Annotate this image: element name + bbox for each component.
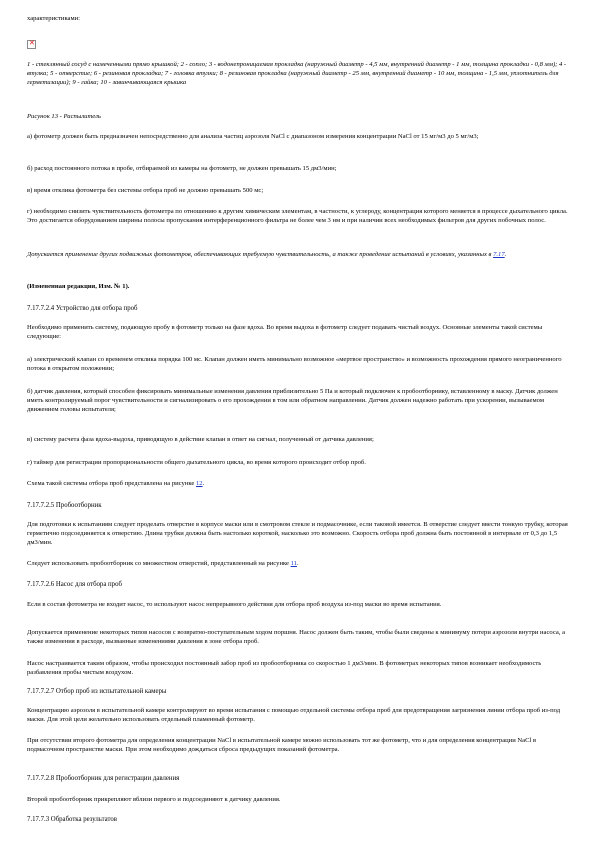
list-item-b: б) расход постоянного потока в пробе, отбираемой из камеры на фотометр, не должен превышать 15 дм3/мин;: [27, 165, 337, 172]
system-item-b: б) датчик давления, который способен фиксировать минимальные изменения давления приблизительно 5 Па и который подключен к пробоотборнику, вставленному в маску. Датчик должен иметь контролируемый порог чувствительности и сигнализировать о его прохождении в том или обратном направлении. Датчик должен надежно работать при ускорении, вызываемом движением головы испытателя;: [27, 388, 558, 414]
section-text-7-17-7-2-6-a: Если в состав фотометра не входит насос, то используют насос непрерывного действия для отбора проб воздуха из-под маски во время испытания.: [27, 601, 442, 608]
section-heading-7-17-7-2-7: 7.17.7.2.7 Отбор проб из испытательной камеры: [27, 688, 167, 695]
section-text-7-17-7-2-6-b: Допускается применение некоторых типов насосов с возвратно-поступательным ходом поршня. Насос должен быть таким, чтобы были сведены к минимуму потери аэрозоля внутри насоса, а также изменения в расходе, вызванные изменениями давления в зоне отбора проб.: [27, 629, 566, 646]
section-text-7-17-7-2-4: Необходимо применить систему, подающую пробу в фотометр только на фазе вдоха. Во время выдоха в фотометр следует подавать чистый воздух. Основные элементы такой системы следующие:: [27, 324, 543, 341]
section-heading-7-17-7-2-6: 7.17.7.2.6 Насос для отбора проб: [27, 581, 122, 588]
broken-image-icon: ✕: [29, 39, 35, 47]
section-text-7-17-7-2-7-a: Концентрацию аэрозоля в испытательной камере контролируют во время испытания с помощью отдельной системы отбора проб для предотвращения загрязнения линии отбора проб из-под маски. Для этой цели желательно использовать отдельный пламенный фотометр.: [27, 707, 561, 724]
scheme-reference: [27, 479, 568, 488]
figure-caption: 1 - стеклянный сосуд с намеченными прямо крышкой; 2 - сопло; 3 - водонепроницаемая прокладка (наружный диаметр - 4,5 мм, внутренний диаметр - 1 мм, толщина прокладки - 0,8 мм); 4 - втулка; 5 - отверстие; 6 - резиновая прокладка; 7 - головка втулки; 8 - резиновая прокладка (наружный диаметр - 25 мм, внутренний диаметр - 10 мм, толщина - 1,5 мм, уплотнитель для герметизации); 9 - гайка; 10 - завинчивающаяся крышка: [27, 61, 567, 87]
scheme-reference-end: .: [202, 480, 205, 487]
allowed-note-text: Допускается применение других подвижных фотометров, обеспечивающих требуемую чувствительность, а также проведение испытаний в условиях, указанных в: [27, 251, 494, 258]
section-text-7-17-7-2-8: Второй пробоотборник прикрепляют вблизи первого и подсоединяют к датчику давления.: [27, 796, 281, 803]
figure-title: Рисунок 13 - Распылитель: [27, 113, 101, 120]
allowed-note-end: .: [504, 251, 507, 258]
top-line: характеристиками:: [27, 15, 81, 22]
probe-reference-end: .: [296, 560, 299, 567]
system-item-v: в) систему расчета фаза вдоха-выдоха, приводящую в действие клапан в ответ на сигнал, полученный от датчика давления;: [27, 436, 374, 443]
probe-reference: [27, 559, 568, 568]
list-item-g: г) необходимо снизить чувствительность фотометра по отношению к другим химическим элементам, в частности, к углероду, концентрация которого меняется в процессе дыхательного цикла. Это достигается оборудованием ширины полосы пропускания интерференционного фильтра не более чем 3 нм и при наличии всех необходимых фильтров для других побочных полос.: [27, 208, 568, 225]
section-text-7-17-7-2-7-b: При отсутствии второго фотометра для определения концентрации NaCl в испытательной камере можно использовать тот же фотометр, что и для определения концентрации NaCl в подмасочном пространстве маски. При этом необходимо дождаться сброса предыдущих показаний фотометра.: [27, 737, 537, 754]
probe-reference-text: Следует использовать пробоотборник со множеством отверстий, представленный на рисунке: [27, 560, 291, 567]
scheme-reference-text: Схема такой системы отбора проб представлена на рисунке: [27, 480, 196, 487]
ref-link-7-17[interactable]: 7.17: [493, 251, 505, 258]
allowed-note: [27, 250, 568, 259]
revision-note: (Измененная редакция, Изм. № 1).: [27, 283, 130, 290]
ref-link-figure-11[interactable]: 11: [290, 560, 297, 567]
ref-link-figure-12[interactable]: 12: [195, 480, 203, 487]
section-text-7-17-7-2-6-c: Насос настраивается таким образом, чтобы происходил постоянный забор проб из пробоотборника со скоростью 1 дм3/мин. В фотометрах некоторых типов возникает необходимость разбавления пробы чистым воздухом.: [27, 660, 542, 677]
section-heading-7-17-7-2-5: 7.17.7.2.5 Пробоотборник: [27, 502, 102, 509]
section-heading-7-17-7-2-8: 7.17.7.2.8 Пробоотборник для регистрации давления: [27, 775, 180, 782]
list-item-v: в) время отклика фотометра без системы отбора проб не должно превышать 500 мс;: [27, 187, 264, 194]
system-item-g: г) таймер для регистрации пропорциональности общего дыхательного цикла, во время которого происходит отбор проб.: [27, 459, 366, 466]
section-text-7-17-7-2-5: Для подготовки к испытаниям следует проделать отверстие в корпусе маски или в смотровом стекле и подмасочнике, если таковой имеется. В отверстие следует ввести тонкую трубку, которая герметично подсоединяется к отверстию. Длина трубки должна быть настолько короткой, насколько это возможно. Скорость отбора проб должна быть постоянной в интервале от 0,3 до 1,5 дм3/мин.: [27, 521, 568, 547]
section-heading-7-17-7-3: 7.17.7.3 Обработка результатов: [27, 816, 117, 823]
list-item-a: а) фотометр должен быть предназначен непосредственно для анализа частиц аэрозоля NaCl с диапазоном измерения концентрации NaCl от 15 мг/м3 до 5 мг/м3;: [27, 133, 479, 140]
section-heading-7-17-7-2-4: 7.17.7.2.4 Устройство для отбора проб: [27, 305, 138, 312]
system-item-a: а) электрический клапан со временем отклика порядка 100 мс. Клапан должен иметь минимально возможное «мертвое пространство» и возможность прохождения прямого неограниченного потока в открытом положении;: [27, 356, 562, 373]
